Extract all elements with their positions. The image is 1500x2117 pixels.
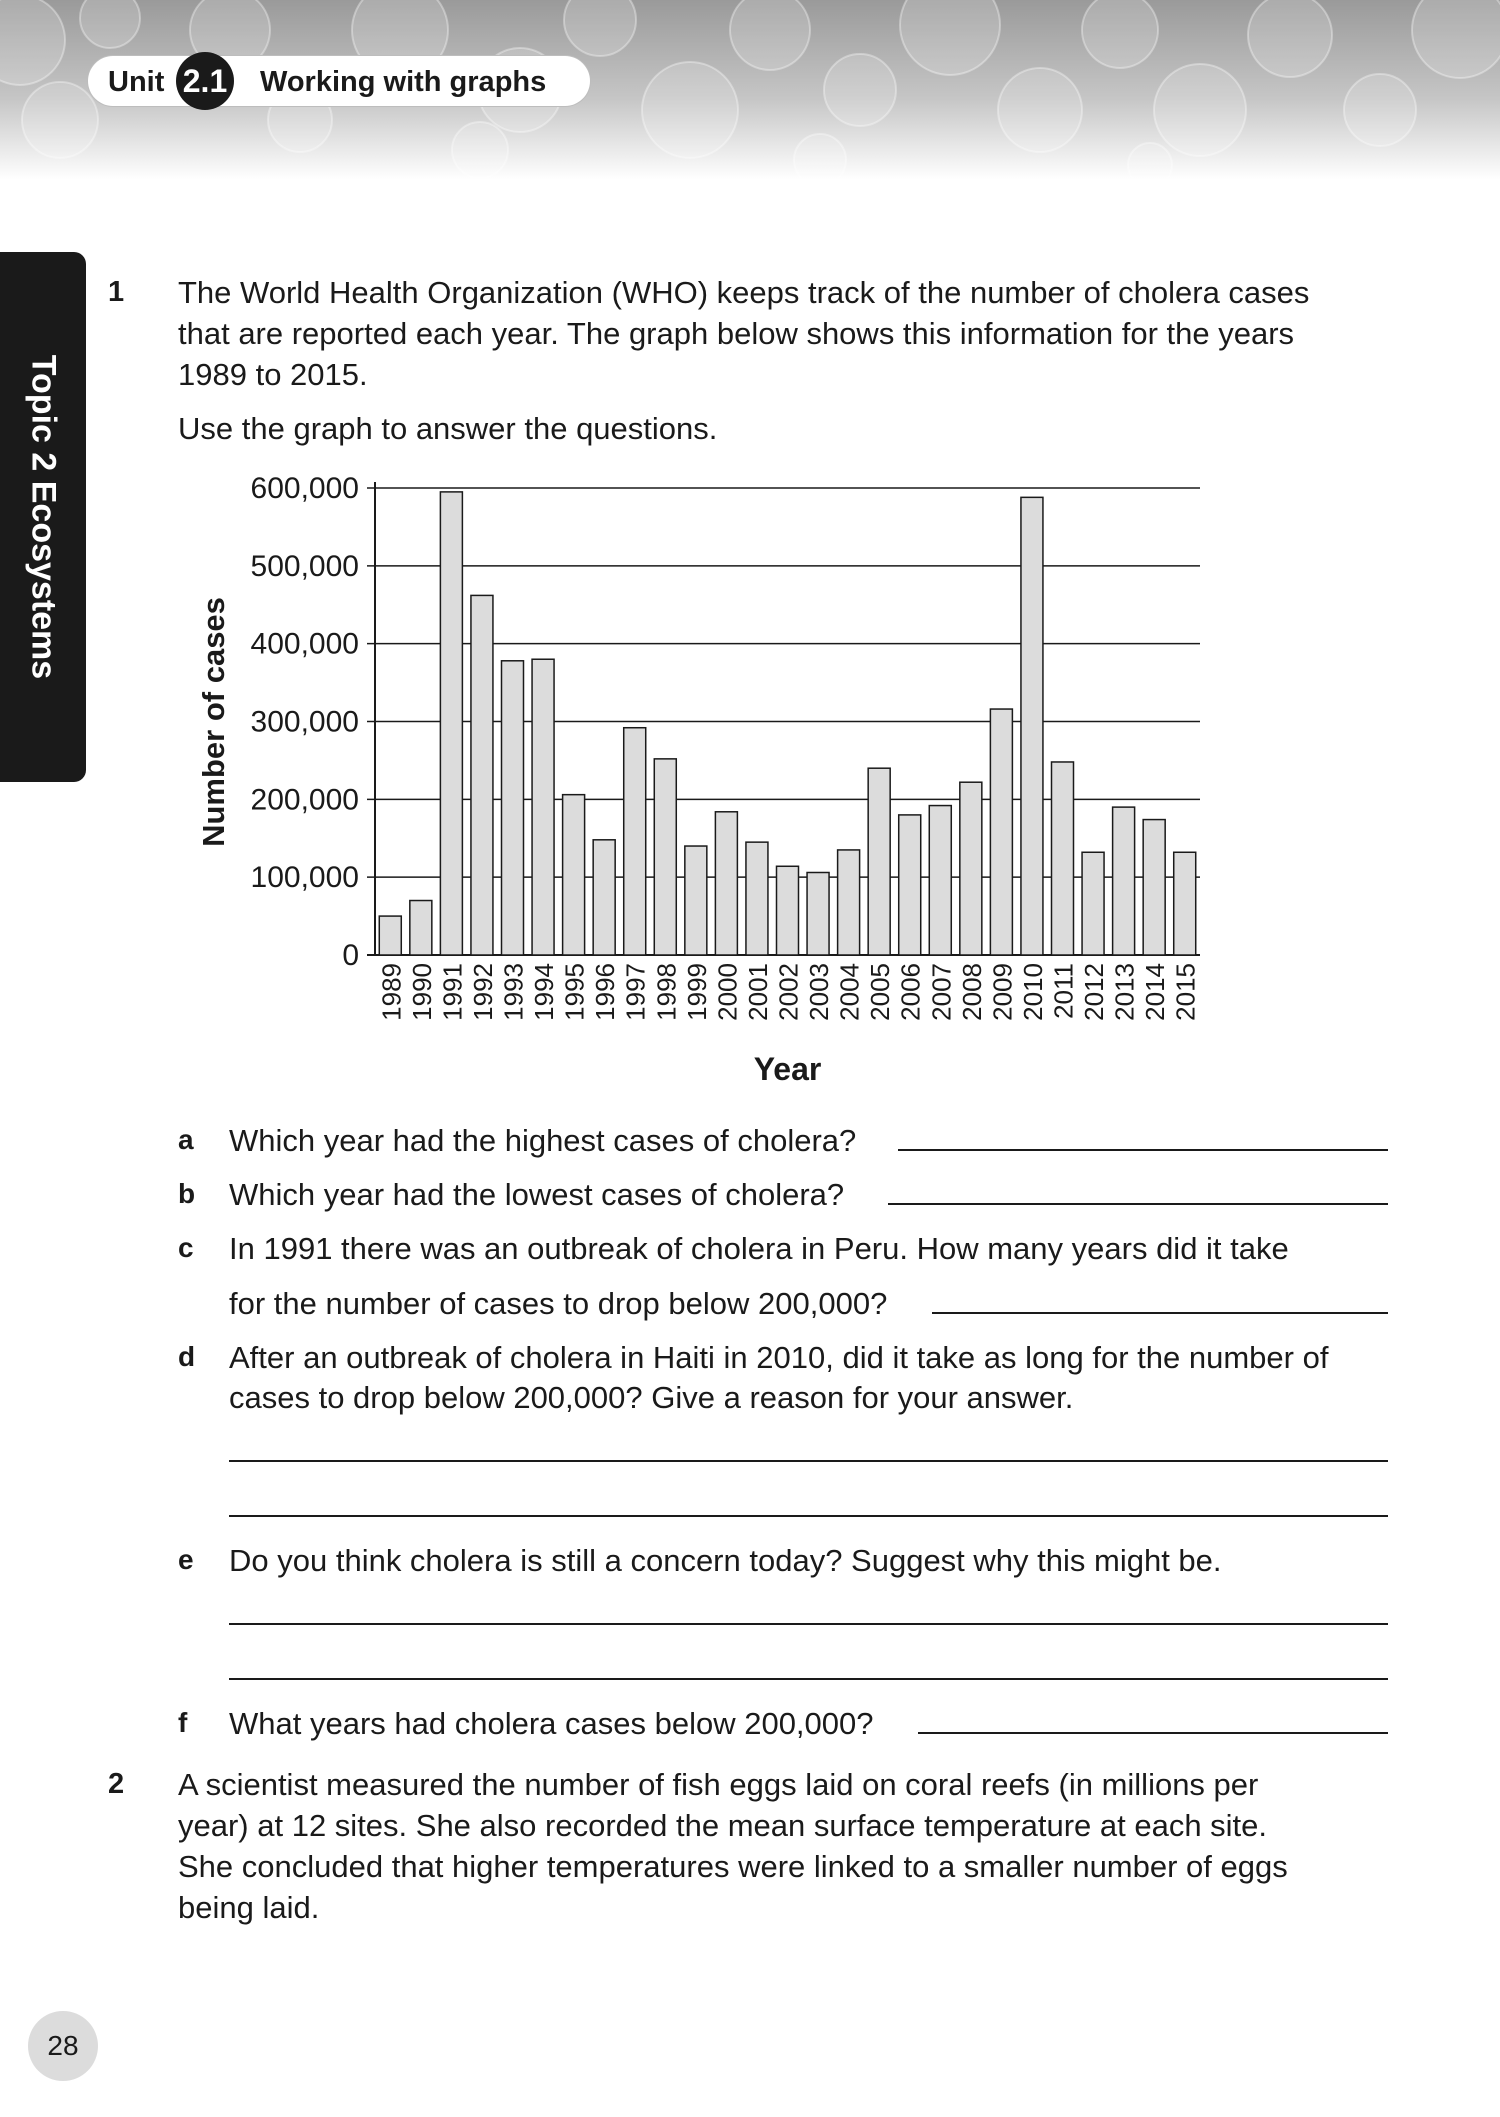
q2-line: A scientist measured the number of fish eggs laid on coral reefs (in millions per bbox=[178, 1767, 1259, 1802]
x-tick-label: 2002 bbox=[773, 963, 804, 1021]
unit-heading bbox=[88, 56, 590, 106]
part-c-letter: c bbox=[178, 1232, 194, 1263]
bar-1993 bbox=[502, 661, 524, 955]
bar-2011 bbox=[1052, 762, 1074, 955]
x-tick-label: 2006 bbox=[895, 963, 926, 1021]
x-tick-label: 2008 bbox=[956, 963, 987, 1021]
x-tick-label: 2005 bbox=[865, 963, 896, 1021]
part-a-answer-line[interactable] bbox=[898, 1149, 1388, 1151]
bar-1998 bbox=[654, 759, 676, 955]
part-a-text: Which year had the highest cases of cholera? bbox=[229, 1123, 857, 1158]
x-tick-label: 2014 bbox=[1140, 963, 1171, 1021]
bar-2004 bbox=[838, 850, 860, 955]
y-tick-label: 600,000 bbox=[250, 472, 359, 505]
x-tick-label: 2003 bbox=[804, 963, 835, 1021]
part-e-letter: e bbox=[178, 1544, 194, 1575]
question-1-intro bbox=[178, 272, 1309, 395]
bar-2007 bbox=[929, 806, 951, 955]
topic-side-tab bbox=[0, 252, 86, 782]
part-c-line-1: In 1991 there was an outbreak of cholera in Peru. How many years did it take bbox=[229, 1231, 1289, 1266]
part-d-line-2: cases to drop below 200,000? Give a reason for your answer. bbox=[229, 1380, 1074, 1415]
bar-2013 bbox=[1113, 807, 1135, 955]
x-axis-title: Year bbox=[753, 1051, 822, 1087]
q2-line: She concluded that higher temperatures were linked to a smaller number of eggs bbox=[178, 1849, 1288, 1884]
bar-1999 bbox=[685, 846, 707, 955]
x-tick-label: 1998 bbox=[651, 963, 682, 1021]
x-tick-label: 2001 bbox=[742, 963, 773, 1021]
q2-line: year) at 12 sites. She also recorded the mean surface temperature at each site. bbox=[178, 1808, 1268, 1843]
x-tick-label: 2015 bbox=[1170, 962, 1201, 1021]
bar-2014 bbox=[1143, 820, 1165, 955]
y-tick-label: 0 bbox=[342, 939, 359, 972]
part-d-answer-line-2[interactable] bbox=[229, 1515, 1388, 1517]
x-tick-label: 2000 bbox=[712, 963, 743, 1021]
x-tick-label: 1997 bbox=[620, 963, 651, 1021]
bar-2008 bbox=[960, 782, 982, 955]
x-tick-label: 1991 bbox=[437, 963, 468, 1021]
x-tick-label: 1989 bbox=[376, 963, 407, 1021]
intro-line: 1989 to 2015. bbox=[178, 357, 368, 392]
part-d-line-1: After an outbreak of cholera in Haiti in 2010, did it take as long for the number of bbox=[229, 1340, 1329, 1375]
question-1-instruction: Use the graph to answer the questions. bbox=[178, 411, 718, 446]
part-f-text: What years had cholera cases below 200,000? bbox=[229, 1706, 874, 1741]
bar-1990 bbox=[410, 901, 432, 955]
bar-2005 bbox=[868, 768, 890, 955]
part-b-answer-line[interactable] bbox=[888, 1203, 1388, 1205]
unit-label: Unit bbox=[108, 66, 165, 98]
bar-1995 bbox=[563, 795, 585, 955]
part-e-answer-line-2[interactable] bbox=[229, 1678, 1388, 1680]
x-tick-label: 2009 bbox=[987, 963, 1018, 1021]
bar-1989 bbox=[379, 916, 401, 955]
unit-number-badge: 2.1 bbox=[176, 52, 234, 110]
bar-1994 bbox=[532, 659, 554, 955]
bar-2000 bbox=[715, 812, 737, 955]
x-tick-label: 2007 bbox=[926, 963, 957, 1021]
part-a-letter: a bbox=[178, 1124, 194, 1155]
y-axis-title: Number of cases bbox=[196, 597, 231, 847]
y-tick-label: 300,000 bbox=[250, 705, 359, 739]
bar-2009 bbox=[990, 709, 1012, 955]
part-f-letter: f bbox=[178, 1707, 188, 1738]
part-b-text: Which year had the lowest cases of cholera? bbox=[229, 1177, 845, 1212]
y-tick-label: 100,000 bbox=[250, 861, 359, 895]
bar-2001 bbox=[746, 842, 768, 955]
q2-line: being laid. bbox=[178, 1890, 320, 1925]
bar-2010 bbox=[1021, 497, 1043, 955]
part-e-answer-line-1[interactable] bbox=[229, 1623, 1388, 1625]
x-tick-label: 2013 bbox=[1109, 963, 1140, 1021]
part-d-letter: d bbox=[178, 1341, 196, 1372]
x-tick-label: 1990 bbox=[406, 963, 437, 1021]
part-d-answer-line-1[interactable] bbox=[229, 1460, 1388, 1462]
x-tick-label: 1996 bbox=[590, 963, 621, 1021]
cholera-bar-chart bbox=[180, 460, 1210, 1100]
x-tick-label: 2012 bbox=[1079, 963, 1110, 1021]
x-tick-label: 2011 bbox=[1048, 963, 1079, 1019]
question-2-text bbox=[178, 1764, 1288, 1928]
part-b-letter: b bbox=[178, 1178, 196, 1209]
part-f-answer-line[interactable] bbox=[918, 1732, 1388, 1734]
bar-2002 bbox=[777, 866, 799, 955]
x-tick-label: 1995 bbox=[559, 963, 590, 1021]
x-tick-label: 2010 bbox=[1017, 963, 1048, 1021]
intro-line: The World Health Organization (WHO) keeps track of the number of cholera cases bbox=[178, 275, 1310, 310]
page-number: 28 bbox=[28, 2011, 98, 2081]
bar-1996 bbox=[593, 840, 615, 955]
x-tick-label: 1993 bbox=[498, 963, 529, 1021]
x-tick-label: 1999 bbox=[681, 963, 712, 1021]
topic-label: Topic 2 Ecosystems bbox=[24, 354, 63, 680]
x-tick-label: 2004 bbox=[834, 963, 865, 1021]
bar-1991 bbox=[440, 492, 462, 955]
y-tick-label: 400,000 bbox=[250, 627, 359, 661]
question-2-number: 2 bbox=[108, 1768, 125, 1800]
bar-2015 bbox=[1174, 852, 1196, 955]
part-c-line-2: for the number of cases to drop below 200,000? bbox=[229, 1286, 888, 1321]
intro-line: that are reported each year. The graph below shows this information for the years bbox=[178, 316, 1295, 351]
question-1-number: 1 bbox=[108, 276, 125, 308]
y-tick-label: 500,000 bbox=[250, 549, 359, 583]
part-e-text: Do you think cholera is still a concern today? Suggest why this might be. bbox=[229, 1543, 1222, 1578]
x-tick-label: 1994 bbox=[529, 963, 560, 1021]
bar-1997 bbox=[624, 728, 646, 955]
bar-2012 bbox=[1082, 852, 1104, 955]
x-tick-label: 1992 bbox=[467, 963, 498, 1021]
bar-1992 bbox=[471, 595, 493, 955]
bar-2003 bbox=[807, 872, 829, 955]
bar-2006 bbox=[899, 815, 921, 955]
part-c-answer-line[interactable] bbox=[932, 1312, 1388, 1314]
unit-title: Working with graphs bbox=[260, 66, 547, 98]
header-band bbox=[0, 0, 1500, 180]
y-tick-label: 200,000 bbox=[250, 783, 359, 817]
